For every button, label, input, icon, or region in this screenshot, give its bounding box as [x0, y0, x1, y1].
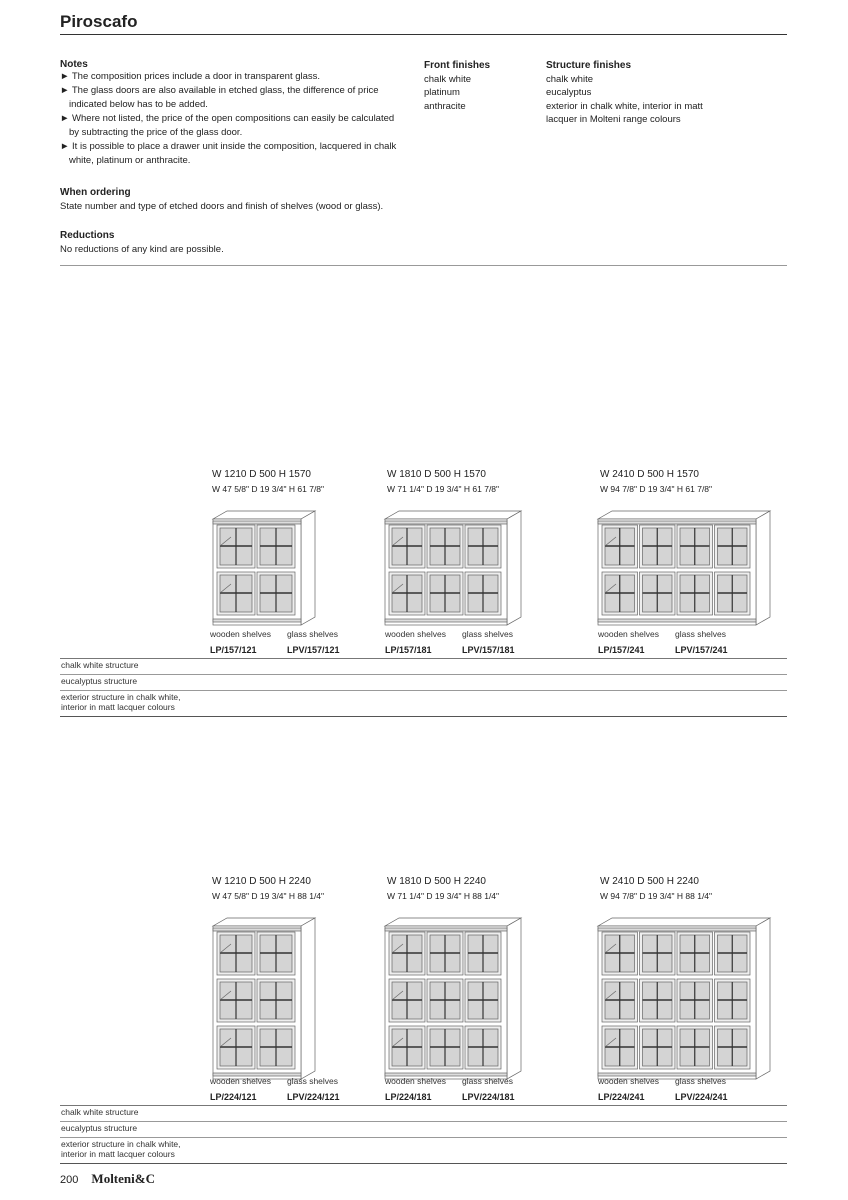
cabinet-lines	[385, 918, 521, 1079]
wooden-shelves-code: LP/157/241	[598, 645, 645, 655]
cabinet-side	[301, 511, 315, 625]
cabinet-drawing	[385, 511, 527, 633]
wooden-shelves-label: wooden shelves	[385, 1076, 446, 1086]
reductions	[60, 229, 224, 257]
reductions-text: No reductions of any kind are possible.	[60, 244, 224, 255]
cabinet-top	[213, 918, 315, 926]
front-finishes-heading: Front finishes	[424, 60, 491, 71]
cabinet-side	[507, 918, 521, 1079]
glass-shelves-code: LPV/157/181	[462, 645, 515, 655]
cabinet-base-trim	[385, 619, 507, 622]
wooden-shelves-label: wooden shelves	[210, 629, 271, 639]
structure-row-label: exterior structure in chalk white, interior in matt lacquer colours	[61, 1139, 181, 1159]
cabinet-cornice	[213, 928, 301, 931]
cabinet-drawing	[213, 918, 321, 1087]
table-rule	[60, 1105, 787, 1106]
row-divider	[60, 1121, 787, 1122]
structure-row-label: exterior structure in chalk white, interior in matt lacquer colours	[61, 692, 181, 712]
glass-shelves-code: LPV/224/181	[462, 1092, 515, 1102]
wooden-shelves-code: LP/224/241	[598, 1092, 645, 1102]
when-ordering-text: State number and type of etched doors and finish of shelves (wood or glass).	[60, 201, 384, 212]
divider	[60, 265, 787, 266]
notes-heading: Notes	[60, 59, 88, 70]
cabinet-side	[756, 918, 770, 1079]
cabinet-top	[385, 918, 521, 926]
cabinet-side	[301, 918, 315, 1079]
note-item: ► The glass doors are also available in etched glass, the difference of price indicated below has to be added.	[60, 85, 379, 110]
cabinet-top	[598, 918, 770, 926]
glass-shelves-code: LPV/157/121	[287, 645, 340, 655]
page-title: Piroscafo	[60, 12, 138, 31]
dimensions-inches: W 47 5/8" D 19 3/4" H 88 1/4"	[212, 891, 325, 901]
wooden-shelves-code: LP/157/121	[210, 645, 257, 655]
cabinet-cornice	[385, 928, 507, 931]
glass-shelves-label: glass shelves	[462, 1076, 514, 1086]
glass-shelves-label: glass shelves	[675, 629, 727, 639]
row-divider	[60, 674, 787, 675]
cabinet-cornice	[598, 521, 756, 524]
dimensions-mm: W 1810 D 500 H 1570	[387, 469, 486, 480]
finish-item: platinum	[424, 87, 460, 98]
dimensions-inches: W 71 1/4" D 19 3/4" H 88 1/4"	[387, 891, 500, 901]
finish-item: chalk white	[424, 73, 471, 85]
row-divider	[60, 1137, 787, 1138]
cabinet-lines	[213, 918, 315, 1079]
wooden-shelves-label: wooden shelves	[385, 629, 446, 639]
brand-logo: Molteni&C	[91, 1171, 155, 1186]
cabinet-top	[213, 511, 315, 519]
cabinet-side	[756, 511, 770, 625]
table-rule	[60, 658, 787, 659]
glass-shelves-label: glass shelves	[675, 1076, 727, 1086]
when-ordering	[60, 186, 383, 214]
page-number: 200	[60, 1174, 79, 1186]
finish-item: anthracite	[424, 100, 466, 112]
when-ordering-heading: When ordering	[60, 187, 131, 198]
note-item: ► Where not listed, the price of the open compositions can easily be calculated by subtracting the price of the glass door.	[60, 113, 395, 138]
wooden-shelves-label: wooden shelves	[598, 1076, 659, 1086]
cabinet-lines	[598, 511, 770, 625]
cabinet-drawing	[385, 918, 527, 1087]
structure-row-label: eucalyptus structure	[61, 676, 138, 686]
cabinet-side	[507, 511, 521, 625]
structure-finishes-heading: Structure finishes	[546, 60, 632, 71]
cabinet-lines	[598, 918, 770, 1079]
footer	[60, 1171, 155, 1187]
structure-row-label: chalk white structure	[61, 660, 139, 670]
glass-shelves-label: glass shelves	[462, 629, 514, 639]
wooden-shelves-code: LP/157/181	[385, 645, 432, 655]
table-bottom-rule	[60, 1163, 787, 1164]
table-bottom-rule	[60, 716, 787, 717]
cabinet-cornice	[385, 521, 507, 524]
cabinet-drawing	[598, 511, 776, 633]
structure-row-label: chalk white structure	[61, 1107, 139, 1117]
dimensions-mm: W 2410 D 500 H 2240	[600, 876, 699, 887]
finish-item: chalk white	[546, 73, 593, 85]
note-item: ► It is possible to place a drawer unit inside the composition, lacquered in chalk white, platinum or anthracite.	[60, 141, 397, 166]
finish-item: eucalyptus	[546, 87, 592, 98]
dimensions-inches: W 94 7/8" D 19 3/4" H 61 7/8"	[600, 484, 713, 494]
finish-item: exterior in chalk white, interior in matt	[546, 100, 703, 112]
cabinet-top	[385, 511, 521, 519]
finish-item: lacquer in Molteni range colours	[546, 114, 681, 125]
wooden-shelves-code: LP/224/181	[385, 1092, 432, 1102]
glass-shelves-label: glass shelves	[287, 1076, 339, 1086]
front-finishes	[424, 59, 490, 113]
glass-shelves-label: glass shelves	[287, 629, 339, 639]
cabinet-cornice	[598, 928, 756, 931]
glass-shelves-code: LPV/224/121	[287, 1092, 340, 1102]
dimensions-mm: W 1210 D 500 H 1570	[212, 469, 311, 480]
dimensions-mm: W 1810 D 500 H 2240	[387, 876, 486, 887]
dimensions-mm: W 1210 D 500 H 2240	[212, 876, 311, 887]
cabinet-base-trim	[213, 619, 301, 622]
wooden-shelves-label: wooden shelves	[210, 1076, 271, 1086]
glass-shelves-code: LPV/224/241	[675, 1092, 728, 1102]
wooden-shelves-code: LP/224/121	[210, 1092, 257, 1102]
cabinet-drawing	[598, 918, 776, 1087]
dimensions-inches: W 47 5/8" D 19 3/4" H 61 7/8"	[212, 484, 325, 494]
row-divider	[60, 690, 787, 691]
wooden-shelves-label: wooden shelves	[598, 629, 659, 639]
cabinet-drawing	[213, 511, 321, 633]
structure-row-label: eucalyptus structure	[61, 1123, 138, 1133]
notes-block	[60, 59, 405, 168]
reductions-heading: Reductions	[60, 230, 115, 241]
dimensions-inches: W 71 1/4" D 19 3/4" H 61 7/8"	[387, 484, 500, 494]
title-rule	[60, 34, 787, 35]
structure-finishes	[546, 59, 703, 127]
cabinet-lines	[385, 511, 521, 625]
cabinet-cornice	[213, 521, 301, 524]
cabinet-top	[598, 511, 770, 519]
cabinet-lines	[213, 511, 315, 625]
dimensions-inches: W 94 7/8" D 19 3/4" H 88 1/4"	[600, 891, 713, 901]
cabinet-base-trim	[598, 619, 756, 622]
glass-shelves-code: LPV/157/241	[675, 645, 728, 655]
dimensions-mm: W 2410 D 500 H 1570	[600, 469, 699, 480]
note-item: ► The composition prices include a door in transparent glass.	[60, 71, 321, 82]
